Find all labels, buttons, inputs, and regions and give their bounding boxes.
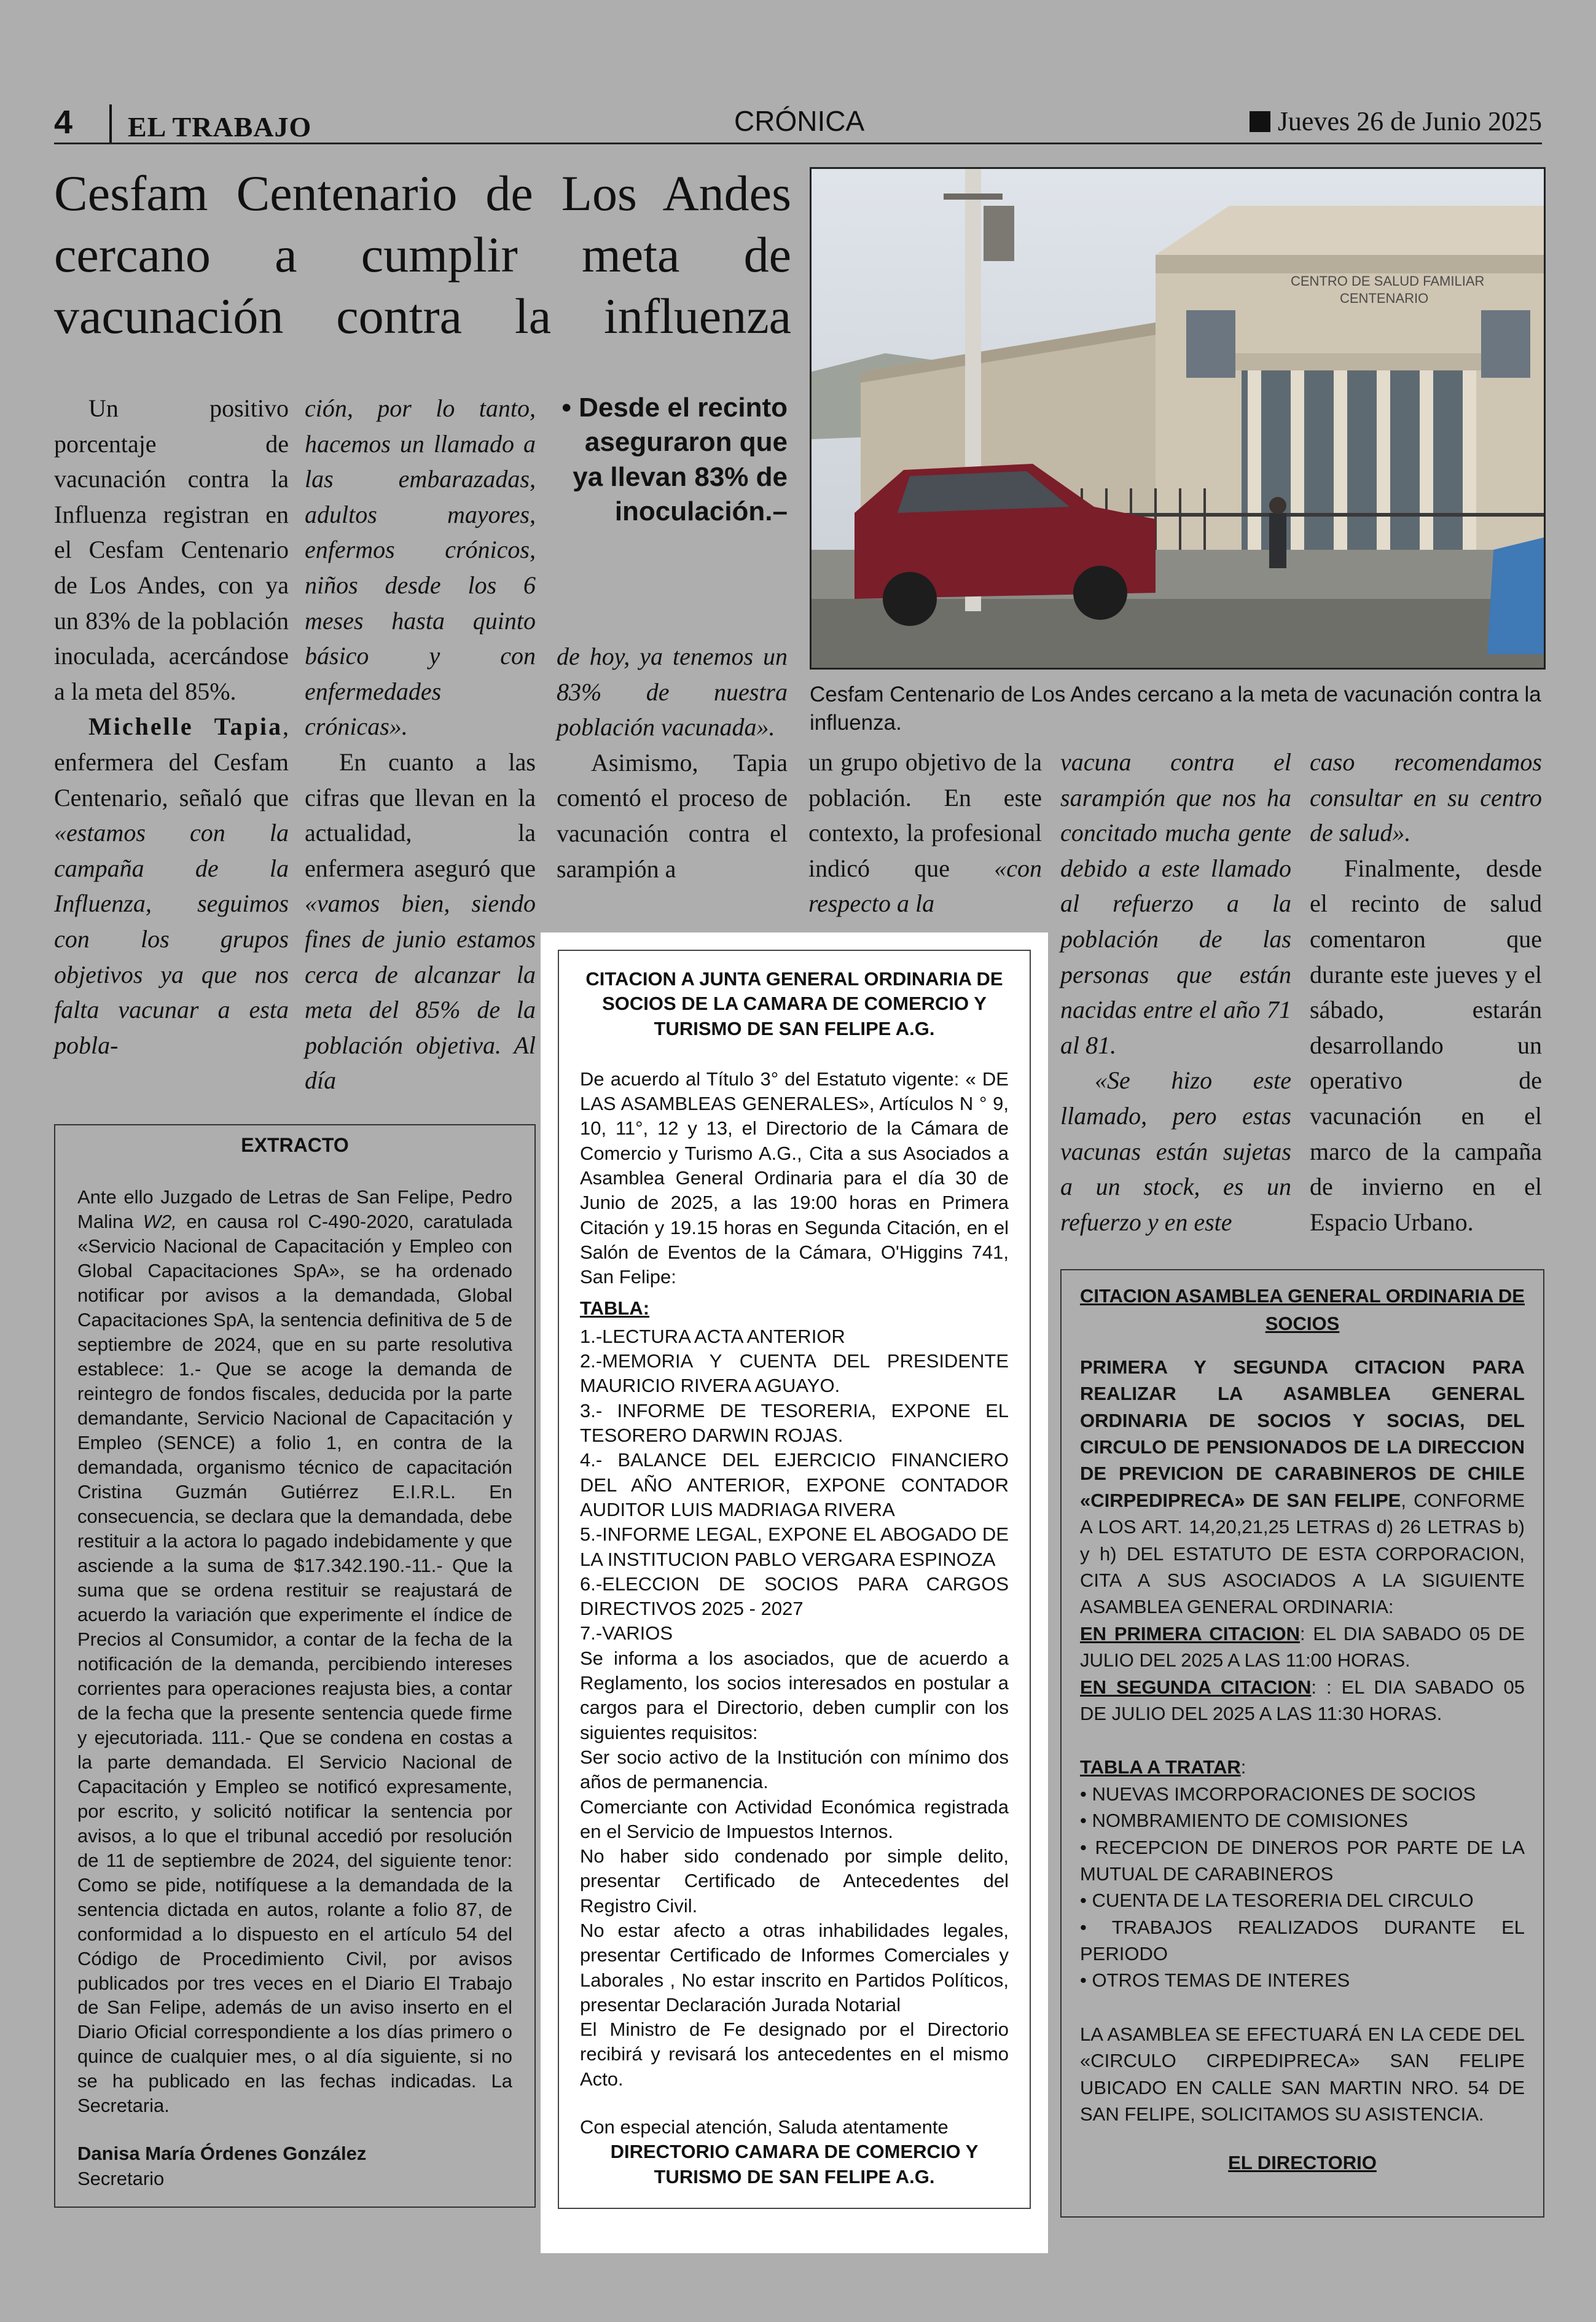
cirpe-intro-bold: PRIMERA Y SEGUNDA CITACION PARA REALIZAR LA ASAMBLEA GENERAL ORDINARIA DE SOCIOS Y SOCIAS, DEL CIRCULO DE PENSIONADOS DE LA DIRECCION DE PREVICION DE CARABINEROS DE CHILE «CIRPEDIPRECA» DE SAN FELIPE <box>1080 1356 1525 1511</box>
list-item: 2.-MEMORIA Y CUENTA DEL PRESIDENTE MAURICIO RIVERA AGUAYO. <box>580 1350 1009 1397</box>
article-column-2 <box>305 391 536 1098</box>
building-sign-1: CENTRO DE SALUD FAMILIAR <box>1291 273 1485 289</box>
cirpe-title: CITACION ASAMBLEA GENERAL ORDINARIA DE SOCIOS <box>1080 1285 1525 1334</box>
list-item: El Ministro de Fe designado por el Directorio recibirá y revisará los antecedentes en el mismo Acto. <box>580 2019 1009 2090</box>
paragraph: Finalmente, desde el recinto de salud comentaron que durante este jueves y el sábado, estarán desarrollando un operativo de vacunación en el marco de la campaña de invierno en el Espacio Urbano. <box>1310 854 1542 1236</box>
list-item: • CUENTA DE LA TESORERIA DEL CIRCULO <box>1080 1890 1474 1912</box>
signer-role: Secretario <box>77 2167 165 2189</box>
article-column-5 <box>1060 745 1291 1240</box>
camara-agenda-list <box>580 1324 1009 1646</box>
pull-quote: • Desde el recinto aseguraron que ya llevan 83% de inoculación.– <box>561 393 788 526</box>
cirpe-second-call <box>1080 1674 1525 1727</box>
article-column-1 <box>54 391 289 1063</box>
list-item: No estar afecto a otras inhabilidades legales, presentar Certificado de Informes Comerciales y Laborales , No estar inscrito en Partidos Políticos, presentar Declaración Jurada Notarial <box>580 1919 1009 2015</box>
list-item: 7.-VARIOS <box>580 1622 673 1644</box>
article-photo <box>810 167 1546 670</box>
extracto-body <box>77 1185 512 2118</box>
extracto-title: EXTRACTO <box>241 1134 349 1156</box>
paragraph <box>808 745 1042 921</box>
quote-text: «con respecto a la <box>808 854 1042 918</box>
paragraph: caso recomendamos consultar en su centro de salud». <box>1310 748 1542 847</box>
photo-caption: Cesfam Centenario de Los Andes cercano a la meta de vacunación contra la influenza. <box>810 682 1541 735</box>
article-column-3 <box>557 639 788 886</box>
paragraph: «Se hizo este llamado, pero estas vacunas están sujetas a un stock, es un refuerzo y en este <box>1060 1066 1291 1236</box>
cirpe-signature: EL DIRECTORIO <box>1228 2152 1377 2174</box>
extracto-notice <box>54 1124 536 2208</box>
cirpe-intro <box>1080 1354 1525 1620</box>
paragraph: Un positivo porcentaje de vacunación contra la Influenza registran en el Cesfam Centenario de Los Andes, con ya un 83% de la población inoculada, acercándose a la meta del 85%. <box>54 394 289 705</box>
header-rule <box>54 143 1542 144</box>
paragraph <box>54 709 289 1063</box>
list-item: Comerciante con Actividad Económica registrada en el Servicio de Impuestos Internos. <box>580 1796 1009 1842</box>
list-item: • NUEVAS IMCORPORACIONES DE SOCIOS <box>1080 1783 1476 1805</box>
cirpe-second-text: : : EL DIA SABADO 05 DE JULIO DEL 2025 A LAS 11:30 HORAS. <box>1080 1676 1525 1724</box>
square-bullet-icon <box>1250 111 1270 132</box>
cirpedipreca-citation-notice <box>1060 1269 1544 2218</box>
newspaper-name: EL TRABAJO <box>128 111 312 143</box>
list-item: 4.- BALANCE DEL EJERCICIO FINANCIERO DEL AÑO ANTERIOR, EXPONE CONTADOR AUDITOR LUIS MADRIAGA RIVERA <box>580 1449 1009 1520</box>
list-item: • NOMBRAMIENTO DE COMISIONES <box>1080 1810 1408 1832</box>
camara-requirements-intro: Se informa a los asociados, que de acuerdo a Reglamento, los socios interesados en postular a cargos para el Directorio, deben cumplir con los siguientes requisitos: <box>580 1647 1009 1743</box>
camara-intro: De acuerdo al Título 3° del Estatuto vigente: « DE LAS ASAMBLEAS GENERALES», Artículos N ° 9, 10, 11°, 12 y 13, el Directorio de la Cámara de Comercio y Turismo A.G., Cita a sus Asociados a Asamblea General Ordinaria para el día 30 de Junio de 2025, a las 19:00 horas en Primera Citación y 19.15 horas en Segunda Citación, en el Salón de Eventos de la Cámara, O'Higgins 741, San Felipe: <box>580 1068 1009 1288</box>
extracto-signature <box>77 2141 512 2191</box>
cirpe-tabla-heading: TABLA A TRATAR: <box>1080 1756 1246 1778</box>
issue-date-text: Jueves 26 de Junio 2025 <box>1277 106 1542 136</box>
cirpe-body <box>1080 1354 1525 2176</box>
article-column-6 <box>1310 745 1542 1240</box>
camara-closing: Con especial atención, Saluda atentamente <box>580 2116 949 2138</box>
cirpe-agenda-list <box>1080 1781 1525 1994</box>
headline-line-2: cercano a cumplir meta de <box>54 227 791 283</box>
extracto-text: Ante ello Juzgado de Letras de San Felipe, Pedro Malina <box>77 1186 512 1232</box>
signer-name: Danisa María Órdenes González <box>77 2143 367 2165</box>
camara-citation-title: CITACION A JUNTA GENERAL ORDINARIA DE SOCIOS DE LA CAMARA DE COMERCIO Y TURISMO DE SAN FELIPE A.G. <box>585 968 1003 1039</box>
section-name: CRÓNICA <box>734 105 865 137</box>
extracto-text: en causa rol C-490-2020, caratulada «Servicio Nacional de Capacitación y Empleo con Global Capacitaciones SpA», se ha ordenado notificar por avisos a la demandada, Global Capacitaciones SpA, la sentencia definitiva de 5 de septiembre de 2024, que en su parte resolutiva establece: 1.- Que se acoge la demanda de reintegro de fondos fiscales, deducida por la parte demandante, Servicio Nacional de Capacitación y Empleo (SENCE) a folio 1, en contra de la demandada, organismo técnico de capacitación Cristina Guzmán Gutiérrez E.I.R.L. En consecuencia, se declara que la demandada, debe restituir a la actora lo pagado indebidamente y que asciende a la suma de $17.342.190.-11.- Que la suma que se ordena restituir se reajustará de acuerdo la variación que experimente el índice de Precios al Consumidor, a contar de la fecha de la notificación de la demanda, percibiendo intereses corrientes para operaciones reajusta bies, a contar de la fecha que la presente sentencia quede firme y ejecutoriada. 111.- Que se condena en costas a la parte demandada. El Servicio Nacional de Capacitación y Empleo se notificó expresamente, por escrito, y solicitó notificar la sentencia por avisos, a lo que el tribunal accedió por resolución de 11 de septiembre de 2024, del siguiente tenor: Como se pide, notifíquese a la demandada de la sentencia dictada en autos, rolante a folio 87, de conformidad a lo dispuesto en el artículo 54 del Código de Procedimiento Civil, por avisos publicados por tres veces en el Diario El Trabajo de San Felipe, además de un aviso inserto en el Diario Oficial correspondiente a los días primero o quince de cualquier mes, o al día siguiente, si no se ha publicado en las fechas indicadas. La Secretaria. <box>77 1210 512 2117</box>
cirpe-first-label: EN PRIMERA CITACION <box>1080 1622 1300 1644</box>
paragraph-text: un grupo objetivo de la población. En este contexto, la profesional indicó que <box>808 748 1042 882</box>
person-name: Michelle Tapia <box>88 713 283 741</box>
quote-text: «vamos bien, siendo fines de junio estamos cerca de alcanzar la meta del 85% de la población objetiva. Al día <box>305 889 536 1095</box>
camara-signature: DIRECTORIO CAMARA DE COMERCIO Y TURISMO DE SAN FELIPE A.G. <box>610 2141 979 2187</box>
paragraph: de hoy, ya tenemos un 83% de nuestra población vacunada». <box>557 643 788 741</box>
list-item: 1.-LECTURA ACTA ANTERIOR <box>580 1325 845 1347</box>
list-item: 3.- INFORME DE TESORERIA, EXPONE EL TESORERO DARWIN ROJAS. <box>580 1399 1009 1447</box>
header-divider <box>109 104 112 144</box>
camara-requirements-list <box>580 1745 1009 2092</box>
extracto-text: W2, <box>143 1210 177 1232</box>
list-item: • RECEPCION DE DINEROS POR PARTE DE LA MUTUAL DE CARABINEROS <box>1080 1836 1525 1885</box>
list-item: Ser socio activo de la Institución con mínimo dos años de permanencia. <box>580 1746 1009 1793</box>
list-item: 6.-ELECCION DE SOCIOS PARA CARGOS DIRECTIVOS 2025 - 2027 <box>580 1573 1009 1620</box>
cesfam-building-illustration <box>812 169 1544 668</box>
paragraph <box>305 745 536 1098</box>
headline-line-1: Cesfam Centenario de Los Andes <box>54 165 791 221</box>
camara-citation-body <box>580 1067 1009 2189</box>
cirpe-tabla-label: TABLA A TRATAR <box>1080 1756 1241 1778</box>
cirpe-first-text: : EL DIA SABADO 05 DE JULIO DEL 2025 A LAS 11:00 HORAS. <box>1080 1622 1525 1671</box>
paragraph-text: En cuanto a las cifras que llevan en la actualidad, la enfermera aseguró que <box>305 748 536 882</box>
cirpe-first-call <box>1080 1620 1525 1674</box>
list-item: • OTROS TEMAS DE INTERES <box>1080 1969 1350 1992</box>
list-item: No haber sido condenado por simple delito, presentar Certificado de Antecedentes del Registro Civil. <box>580 1845 1009 1917</box>
building-sign-2: CENTENARIO <box>1340 291 1429 306</box>
headline-line-3: vacunación contra la influenza <box>54 288 791 345</box>
paragraph: Asimismo, Tapia comentó el proceso de vacunación contra el sarampión a <box>557 748 788 883</box>
paragraph: vacuna contra el sarampión que nos ha concitado mucha gente debido a este llamado al refuerzo a la población de las personas que están nacidas entre el año 71 al 81. <box>1060 748 1291 1059</box>
cirpe-intro-text: , CONFORME A LOS ART. 14,20,21,25 LETRAS d) 26 LETRAS b) y h) DEL ESTATUTO DE ESTA CORPORACION, CITA A SUS ASOCIADOS A LA SIGUIENTE ASAMBLEA GENERAL ORDINARIA: <box>1080 1489 1525 1618</box>
issue-date <box>1250 106 1542 137</box>
camara-citation-notice <box>541 932 1048 2253</box>
quote-text: «estamos con la campaña de la Influenza, seguimos con los grupos objetivos ya que nos falta vacunar a esta pobla- <box>54 819 289 1059</box>
list-item: • TRABAJOS REALIZADOS DURANTE EL PERIODO <box>1080 1916 1525 1965</box>
list-item: 5.-INFORME LEGAL, EXPONE EL ABOGADO DE LA INSTITUCION PABLO VERGARA ESPINOZA <box>580 1523 1009 1570</box>
cirpe-second-label: EN SEGUNDA CITACION <box>1080 1676 1312 1698</box>
paragraph-text: , enfermera del Cesfam Centenario, señaló que <box>54 713 289 811</box>
page-number: 4 <box>54 104 73 141</box>
camara-tabla-label: TABLA: <box>580 1297 650 1319</box>
article-column-4 <box>808 745 1042 921</box>
cirpe-closing: LA ASAMBLEA SE EFECTUARÁ EN LA CEDE DEL «CIRCULO CIRPEDIPRECA» SAN FELIPE UBICADO EN CALLE SAN MARTIN NRO. 54 DE SAN FELIPE, SOLICITAMOS SU ASISTENCIA. <box>1080 2023 1525 2125</box>
paragraph: ción, por lo tanto, hacemos un llamado a las embarazadas, adultos mayores, enfermos crónicos, niños desde los 6 meses hasta quinto básico y con enfermedades crónicas». <box>305 394 536 741</box>
article-headline <box>54 163 791 347</box>
